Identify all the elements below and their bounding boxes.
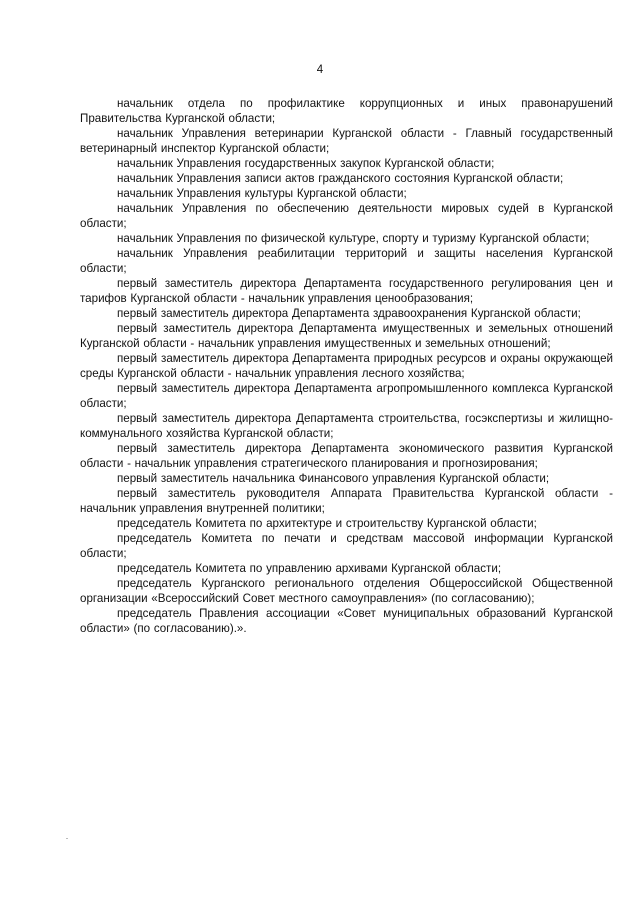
list-item: председатель Правления ассоциации «Совет муниципальных образований Курганской области» (по согласованию).».: [80, 607, 613, 635]
list-item: первый заместитель директора Департамента агропромышленного комплекса Курганской области;: [80, 382, 613, 410]
list-item: первый заместитель директора Департамента природных ресурсов и охраны окружающей среды Курганской области - начальник управления лесного хозяйства;: [80, 352, 613, 380]
list-item: начальник Управления по физической культуре, спорту и туризму Курганской области;: [117, 232, 590, 245]
page-number: 4: [316, 64, 324, 76]
list-item: начальник Управления записи актов гражданского состояния Курганской области;: [117, 172, 564, 185]
list-item: первый заместитель директора Департамента государственного регулирования цен и тарифов Курганской области - начальник управления ценообразования;: [80, 277, 613, 305]
list-item: начальник Управления ветеринарии Курганской области - Главный государственный ветеринарный инспектор Курганской области;: [80, 127, 613, 155]
list-item: начальник Управления реабилитации территорий и защиты населения Курганской области;: [80, 247, 613, 275]
list-item: председатель Комитета по архитектуре и строительству Курганской области;: [117, 517, 537, 530]
scan-speck: [66, 838, 68, 839]
list-item: начальник отдела по профилактике коррупционных и иных правонарушений Правительства Курганской области;: [80, 97, 613, 125]
list-item: первый заместитель директора Департамента имущественных и земельных отношений Курганской области - начальник управления имущественных и земельных отношений;: [80, 322, 613, 350]
list-item: первый заместитель директора Департамента здравоохранения Курганской области;: [117, 307, 581, 320]
list-item: первый заместитель директора Департамента строительства, госэкспертизы и жилищно-коммунального хозяйства Курганской области;: [80, 412, 613, 440]
list-item: начальник Управления государственных закупок Курганской области;: [117, 157, 495, 170]
list-item: председатель Комитета по управлению архивами Курганской области;: [117, 562, 502, 575]
position-list: [80, 96, 613, 636]
list-item: первый заместитель начальника Финансового управления Курганской области;: [117, 472, 550, 485]
list-item: начальник Управления культуры Курганской области;: [117, 187, 407, 200]
list-item: председатель Комитета по печати и средствам массовой информации Курганской области;: [80, 532, 613, 560]
list-item: председатель Курганского регионального отделения Общероссийской Общественной организации «Всероссийский Совет местного самоуправления» (по согласованию);: [80, 577, 613, 605]
list-item: первый заместитель директора Департамента экономического развития Курганской области - начальник управления стратегического планирования и прогнозирования;: [80, 442, 613, 470]
list-item: начальник Управления по обеспечению деятельности мировых судей в Курганской области;: [80, 202, 613, 230]
list-item: первый заместитель руководителя Аппарата Правительства Курганской области - начальник управления внутренней политики;: [80, 487, 613, 515]
